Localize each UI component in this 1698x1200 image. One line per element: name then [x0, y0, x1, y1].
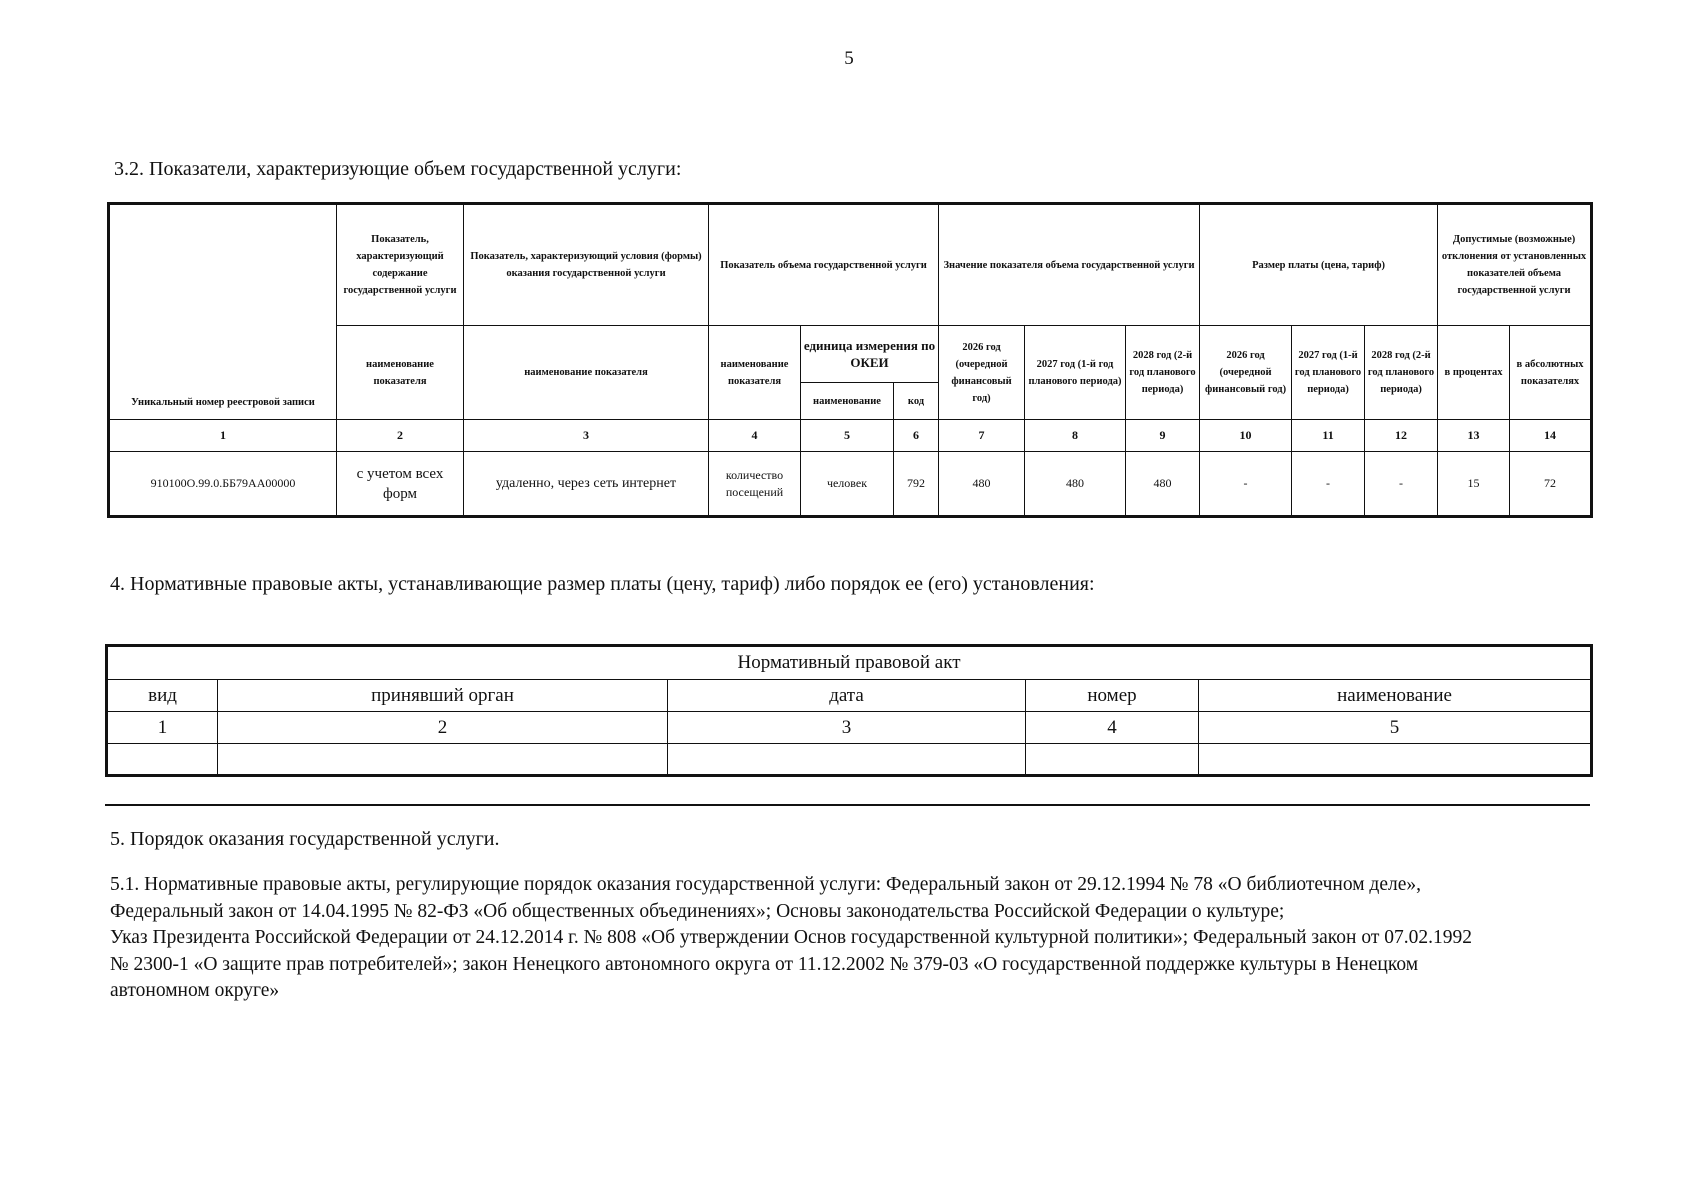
section-5-title: 5. Порядок оказания государственной услуги. [110, 828, 500, 850]
column-header-issuing-body: принявший орган [218, 680, 668, 712]
column-header-number: номер [1026, 680, 1199, 712]
header-in-percent: в процентах [1438, 326, 1510, 420]
cell-fee-2027: - [1292, 452, 1365, 517]
column-number: 12 [1365, 420, 1438, 452]
header-indicator-name-3: наименование показателя [464, 326, 709, 420]
volume-indicators-table [107, 202, 1593, 518]
header-2027-fee: 2027 год (1-й год планового периода) [1292, 326, 1365, 420]
header-2027-value: 2027 год (1-й год планового периода) [1025, 326, 1126, 420]
cell-deviation-absolute: 72 [1510, 452, 1592, 517]
column-header-type: вид [107, 680, 218, 712]
cell-value-2027: 480 [1025, 452, 1126, 517]
empty-cell [1026, 744, 1199, 776]
page-number: 5 [844, 48, 854, 69]
cell-value-2028: 480 [1126, 452, 1200, 517]
column-number: 14 [1510, 420, 1592, 452]
header-in-absolute: в абсолютных показателях [1510, 326, 1592, 420]
legal-acts-table-title: Нормативный правовой акт [107, 646, 1592, 680]
column-number: 6 [894, 420, 939, 452]
cell-fee-2028: - [1365, 452, 1438, 517]
paragraph-line: 5.1. Нормативные правовые акты, регулирующие порядок оказания государственной услуги: Федеральный закон от 29.12.1994 № 78 «О библиотечном деле», [110, 874, 1422, 895]
paragraph-line: Федеральный закон от 14.04.1995 № 82-ФЗ «Об общественных объединениях»; Основы законодательства Российской Федерации о культуре; [110, 900, 1285, 922]
empty-cell [668, 744, 1026, 776]
section-3-2-title: 3.2. Показатели, характеризующие объем государственной услуги: [114, 158, 682, 180]
header-unit-name: наименование [801, 383, 894, 420]
column-number: 4 [1026, 712, 1199, 744]
header-2026-value: 2026 год (очередной финансовый год) [939, 326, 1025, 420]
header-volume-value: Значение показателя объема государственной услуги [939, 204, 1200, 326]
column-number: 10 [1200, 420, 1292, 452]
column-numbers-row [109, 420, 1592, 452]
header-conditions-indicator: Показатель, характеризующий условия (формы) оказания государственной услуги [464, 204, 709, 326]
column-number: 1 [109, 420, 337, 452]
header-indicator-name-2: наименование показателя [337, 326, 464, 420]
column-number: 5 [1199, 712, 1592, 744]
cell-fee-2026: - [1200, 452, 1292, 517]
header-deviations: Допустимые (возможные) отклонения от установленных показателей объема государственной услуги [1438, 204, 1592, 326]
column-number: 2 [337, 420, 464, 452]
empty-cell [218, 744, 668, 776]
cell-conditions: удаленно, через сеть интернет [464, 452, 709, 517]
column-number: 9 [1126, 420, 1200, 452]
column-number: 13 [1438, 420, 1510, 452]
paragraph-line: Указ Президента Российской Федерации от 24.12.2014 г. № 808 «Об утверждении Основ государственной культурной политики»; Федеральный закон от 07.02.1992 [110, 927, 1472, 948]
empty-cell [1199, 744, 1592, 776]
column-number: 11 [1292, 420, 1365, 452]
section-4-title: 4. Нормативные правовые акты, устанавливающие размер платы (цену, тариф) либо порядок ее (его) установления: [110, 573, 1095, 595]
header-fee-size: Размер платы (цена, тариф) [1200, 204, 1438, 326]
cell-value-2026: 480 [939, 452, 1025, 517]
paragraph-line: № 2300-1 «О защите прав потребителей»; закон Ненецкого автономного округа от 11.12.2002 № 379-03 «О государственной поддержке культуры в Ненецком [110, 953, 1419, 975]
paragraph-line: автономном округе» [110, 980, 280, 1001]
header-2028-value: 2028 год (2-й год планового периода) [1126, 326, 1200, 420]
header-2028-fee: 2028 год (2-й год планового периода) [1365, 326, 1438, 420]
table-row [107, 744, 1592, 776]
paragraph-5-1 [110, 872, 1610, 1005]
column-number: 7 [939, 420, 1025, 452]
cell-unique-number: 910100О.99.0.ББ79АА00000 [109, 452, 337, 517]
header-unit-code: код [894, 383, 939, 420]
empty-cell [107, 744, 218, 776]
header-unit-okei: единица измерения по ОКЕИ [801, 326, 939, 383]
legal-acts-table [105, 644, 1593, 777]
column-header-date: дата [668, 680, 1026, 712]
header-2026-fee: 2026 год (очередной финансовый год) [1200, 326, 1292, 420]
cell-volume-name: количество посещений [709, 452, 801, 517]
cell-deviation-percent: 15 [1438, 452, 1510, 517]
horizontal-divider [105, 804, 1590, 806]
cell-unit-code: 792 [894, 452, 939, 517]
header-unique-number: Уникальный номер реестровой записи [109, 204, 337, 420]
cell-unit-name: человек [801, 452, 894, 517]
column-number: 5 [801, 420, 894, 452]
header-content-indicator: Показатель, характеризующий содержание государственной услуги [337, 204, 464, 326]
table-row [109, 452, 1592, 517]
header-indicator-name-4: наименование показателя [709, 326, 801, 420]
column-number: 3 [668, 712, 1026, 744]
column-number: 1 [107, 712, 218, 744]
column-number: 4 [709, 420, 801, 452]
header-volume-indicator: Показатель объема государственной услуги [709, 204, 939, 326]
column-header-name: наименование [1199, 680, 1592, 712]
column-number: 8 [1025, 420, 1126, 452]
cell-content: с учетом всех форм [337, 452, 464, 517]
column-number: 2 [218, 712, 668, 744]
column-number: 3 [464, 420, 709, 452]
